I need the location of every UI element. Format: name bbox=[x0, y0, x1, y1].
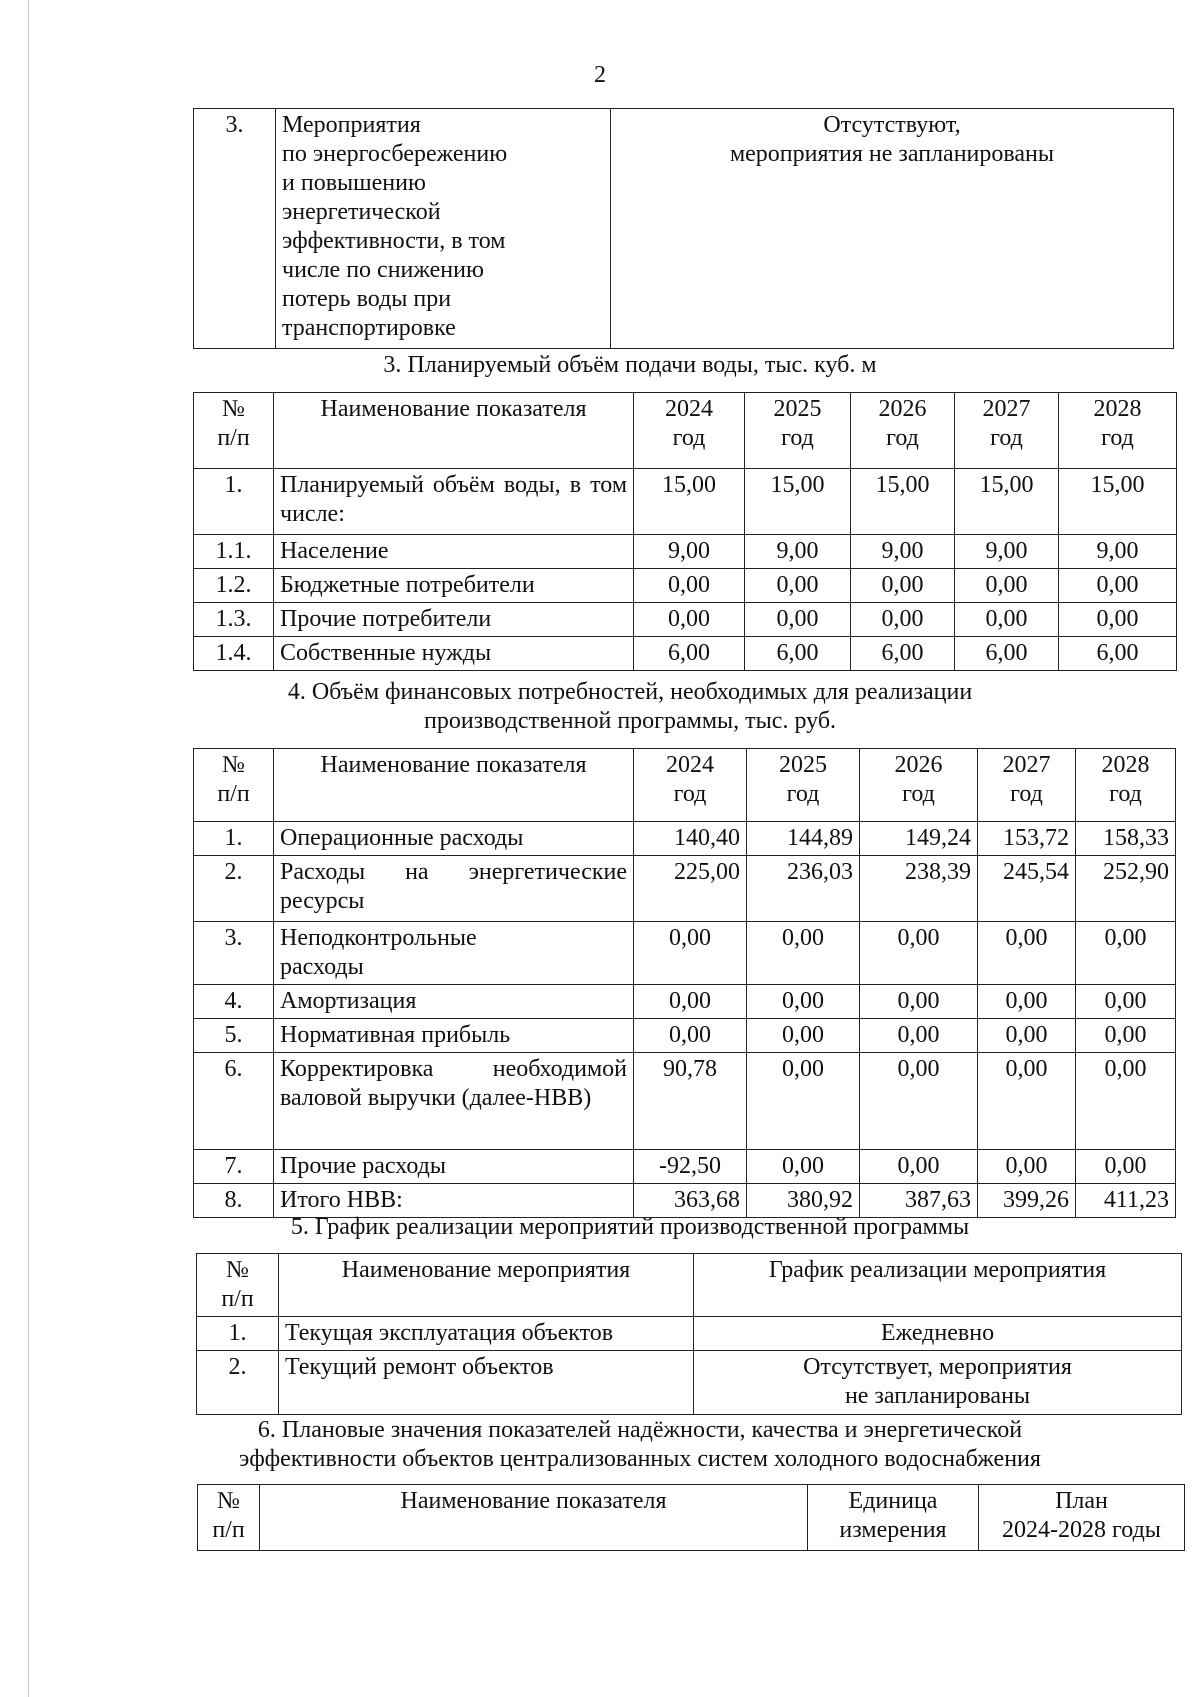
value-cell: 0,00 bbox=[634, 603, 745, 637]
value-cell: 9,00 bbox=[1059, 535, 1177, 569]
indicator-name: Неподконтрольные расходы bbox=[274, 922, 634, 985]
value-cell: 6,00 bbox=[634, 637, 745, 671]
header-year bbox=[851, 393, 955, 469]
schedule-cell bbox=[694, 1351, 1182, 1415]
value-cell: 0,00 bbox=[860, 985, 978, 1019]
activity-name-line: Мероприятия bbox=[282, 112, 421, 138]
value-cell: 252,90 bbox=[1076, 856, 1176, 922]
value-cell: 15,00 bbox=[634, 469, 745, 535]
value-cell: 0,00 bbox=[860, 1019, 978, 1053]
row-number: 1.3. bbox=[194, 603, 274, 637]
section6-title-line: эффективности объектов централизованных систем холодного водоснабжения bbox=[239, 1446, 1041, 1472]
value-cell: 387,63 bbox=[860, 1184, 978, 1218]
table-row bbox=[194, 637, 1177, 671]
value-cell: 140,40 bbox=[634, 822, 747, 856]
value-cell: 6,00 bbox=[955, 637, 1059, 671]
header-year-line: год bbox=[673, 781, 707, 807]
value-cell: 0,00 bbox=[1059, 569, 1177, 603]
activity-name-line: по энергосбережению bbox=[282, 141, 508, 167]
row-number: 1. bbox=[197, 1317, 279, 1351]
indicator-name: Операционные расходы bbox=[274, 822, 634, 856]
header-year bbox=[634, 749, 747, 822]
indicator-name: Бюджетные потребители bbox=[274, 569, 634, 603]
row-number: 5. bbox=[194, 1019, 274, 1053]
activity-name-line: числе по снижению bbox=[282, 257, 484, 283]
row-number: 6. bbox=[194, 1053, 274, 1150]
table-row bbox=[194, 603, 1177, 637]
indicator-name: Планируемый объём воды, в том числе: bbox=[274, 469, 634, 535]
header-year-line: год bbox=[1010, 781, 1043, 807]
row-number: 3. bbox=[194, 922, 274, 985]
header-year bbox=[634, 393, 745, 469]
table-header-row bbox=[197, 1254, 1182, 1317]
activity-status bbox=[611, 109, 1174, 349]
indicators-plan-table bbox=[197, 1484, 1185, 1551]
table-row bbox=[194, 469, 1177, 535]
header-name: Наименование показателя bbox=[260, 1485, 808, 1551]
page-number: 2 bbox=[594, 62, 606, 88]
header-year-line: год bbox=[1101, 425, 1134, 451]
table-row bbox=[194, 1019, 1176, 1053]
activity-name-line: транспортировке bbox=[282, 315, 456, 341]
value-cell: 0,00 bbox=[745, 603, 851, 637]
value-cell: 0,00 bbox=[1076, 922, 1176, 985]
value-cell: 0,00 bbox=[747, 985, 860, 1019]
schedule-line: Ежедневно bbox=[880, 1320, 995, 1346]
header-num bbox=[194, 393, 274, 469]
row-number: 3. bbox=[194, 109, 276, 349]
header-plan-line: 2024-2028 годы bbox=[1002, 1517, 1161, 1543]
indicator-name: Нормативная прибыль bbox=[274, 1019, 634, 1053]
value-cell: 15,00 bbox=[851, 469, 955, 535]
header-year-line: 2028 bbox=[1101, 752, 1150, 778]
value-cell: 0,00 bbox=[978, 985, 1076, 1019]
value-cell: 245,54 bbox=[978, 856, 1076, 922]
page-margin-line bbox=[28, 0, 29, 1697]
activity-status-line: мероприятия не запланированы bbox=[729, 141, 1055, 167]
row-number: 7. bbox=[194, 1150, 274, 1184]
value-cell: 0,00 bbox=[978, 1053, 1076, 1150]
table-row bbox=[194, 822, 1176, 856]
header-year-line: год bbox=[781, 425, 814, 451]
header-year-line: 2026 bbox=[894, 752, 943, 778]
value-cell: 90,78 bbox=[634, 1053, 747, 1150]
table-row bbox=[194, 1150, 1176, 1184]
row-number: 1.1. bbox=[194, 535, 274, 569]
value-cell: 9,00 bbox=[745, 535, 851, 569]
header-num-line: № bbox=[226, 1257, 249, 1283]
header-year-line: 2028 bbox=[1093, 396, 1142, 422]
row-number: 8. bbox=[194, 1184, 274, 1218]
header-year-line: 2024 bbox=[666, 752, 714, 778]
row-number: 2. bbox=[197, 1351, 279, 1415]
value-cell: 149,24 bbox=[860, 822, 978, 856]
indicator-name: Население bbox=[274, 535, 634, 569]
header-num-line: п/п bbox=[217, 425, 250, 451]
table-row bbox=[197, 1317, 1182, 1351]
activity-name: Текущая эксплуатация объектов bbox=[279, 1317, 694, 1351]
activity-name-line: энергетической bbox=[282, 199, 441, 225]
value-cell: 225,00 bbox=[634, 856, 747, 922]
table-row bbox=[194, 1053, 1176, 1150]
value-cell: 0,00 bbox=[1059, 603, 1177, 637]
section5-title: 5. График реализации мероприятий производственной программы bbox=[290, 1214, 970, 1240]
value-cell: -92,50 bbox=[634, 1150, 747, 1184]
indicator-name: Корректировка необходимой валовой выручки (далее-НВВ) bbox=[274, 1053, 634, 1150]
indicator-name: Прочие потребители bbox=[274, 603, 634, 637]
value-cell: 144,89 bbox=[747, 822, 860, 856]
schedule-line: Отсутствует, мероприятия bbox=[803, 1354, 1072, 1380]
row-number: 1. bbox=[194, 469, 274, 535]
value-cell: 0,00 bbox=[747, 1053, 860, 1150]
value-cell: 0,00 bbox=[851, 603, 955, 637]
table-header-row bbox=[194, 749, 1176, 822]
header-unit-line: Единица bbox=[848, 1488, 938, 1514]
indicator-name: Амортизация bbox=[274, 985, 634, 1019]
value-cell: 158,33 bbox=[1076, 822, 1176, 856]
value-cell: 6,00 bbox=[851, 637, 955, 671]
value-cell: 0,00 bbox=[955, 603, 1059, 637]
header-year bbox=[747, 749, 860, 822]
row-number: 1.4. bbox=[194, 637, 274, 671]
header-num-line: п/п bbox=[217, 781, 250, 807]
value-cell: 236,03 bbox=[747, 856, 860, 922]
activity-name bbox=[276, 109, 611, 349]
activity-name: Текущий ремонт объектов bbox=[279, 1351, 694, 1415]
value-cell: 0,00 bbox=[860, 1150, 978, 1184]
table-row bbox=[194, 535, 1177, 569]
value-cell: 411,23 bbox=[1076, 1184, 1176, 1218]
section6-title bbox=[160, 1416, 1120, 1474]
value-cell: 380,92 bbox=[747, 1184, 860, 1218]
header-year bbox=[1059, 393, 1177, 469]
header-name: Наименование показателя bbox=[274, 749, 634, 822]
row-number: 4. bbox=[194, 985, 274, 1019]
section3-title: 3. Планируемый объём подачи воды, тыс. куб. м bbox=[383, 352, 877, 378]
financial-needs-table bbox=[193, 748, 1176, 1218]
value-cell: 0,00 bbox=[634, 985, 747, 1019]
value-cell: 15,00 bbox=[745, 469, 851, 535]
section4-title-line: производственной программы, тыс. руб. bbox=[423, 708, 837, 734]
header-num-line: № bbox=[217, 1488, 240, 1514]
section6-title-line: 6. Плановые значения показателей надёжности, качества и энергетической bbox=[257, 1417, 1023, 1443]
table-row bbox=[194, 856, 1176, 922]
activity-name-line: потерь воды при bbox=[282, 286, 452, 312]
header-year-line: 2024 bbox=[665, 396, 713, 422]
header-num bbox=[197, 1254, 279, 1317]
header-num-line: № bbox=[222, 396, 245, 422]
value-cell: 0,00 bbox=[745, 569, 851, 603]
schedule-table bbox=[196, 1253, 1182, 1415]
value-cell: 0,00 bbox=[860, 1053, 978, 1150]
section4-title bbox=[180, 678, 1080, 736]
value-cell: 9,00 bbox=[955, 535, 1059, 569]
activities-table bbox=[193, 108, 1174, 349]
header-year-line: год bbox=[786, 781, 820, 807]
header-year-line: год bbox=[990, 425, 1023, 451]
header-year-line: год bbox=[672, 425, 706, 451]
value-cell: 0,00 bbox=[978, 922, 1076, 985]
value-cell: 6,00 bbox=[1059, 637, 1177, 671]
activity-status-line: Отсутствуют, bbox=[823, 112, 961, 138]
row-number: 1.2. bbox=[194, 569, 274, 603]
indicator-name: Итого НВВ: bbox=[274, 1184, 634, 1218]
header-year bbox=[860, 749, 978, 822]
value-cell: 0,00 bbox=[1076, 1019, 1176, 1053]
header-year-line: год bbox=[1109, 781, 1142, 807]
header-year-line: год bbox=[902, 781, 935, 807]
value-cell: 0,00 bbox=[747, 1019, 860, 1053]
value-cell: 0,00 bbox=[1076, 1150, 1176, 1184]
header-plan-line: План bbox=[1055, 1488, 1108, 1514]
water-volume-table bbox=[193, 392, 1177, 671]
value-cell: 15,00 bbox=[1059, 469, 1177, 535]
header-num-line: п/п bbox=[212, 1517, 245, 1543]
value-cell: 0,00 bbox=[634, 1019, 747, 1053]
header-num-line: п/п bbox=[221, 1286, 254, 1312]
header-year-line: 2027 bbox=[1002, 752, 1051, 778]
section4-title-line: 4. Объём финансовых потребностей, необходимых для реализации bbox=[287, 679, 973, 705]
table-row bbox=[194, 922, 1176, 985]
header-unit bbox=[808, 1485, 979, 1551]
header-num bbox=[198, 1485, 260, 1551]
activity-name-line: эффективности, в том bbox=[282, 228, 506, 254]
indicator-name: Расходы на энергетические ресурсы bbox=[274, 856, 634, 922]
header-plan bbox=[979, 1485, 1185, 1551]
value-cell: 15,00 bbox=[955, 469, 1059, 535]
header-schedule: График реализации мероприятия bbox=[694, 1254, 1182, 1317]
value-cell: 0,00 bbox=[634, 569, 745, 603]
activity-name-line: и повышению bbox=[282, 170, 426, 196]
schedule-line: не запланированы bbox=[844, 1383, 1031, 1409]
value-cell: 9,00 bbox=[851, 535, 955, 569]
header-year-line: 2027 bbox=[982, 396, 1031, 422]
value-cell: 0,00 bbox=[1076, 985, 1176, 1019]
table-row bbox=[197, 1351, 1182, 1415]
header-unit-line: измерения bbox=[839, 1517, 947, 1543]
header-name: Наименование мероприятия bbox=[279, 1254, 694, 1317]
value-cell: 0,00 bbox=[634, 922, 747, 985]
row-number: 2. bbox=[194, 856, 274, 922]
value-cell: 0,00 bbox=[747, 922, 860, 985]
value-cell: 0,00 bbox=[860, 922, 978, 985]
value-cell: 6,00 bbox=[745, 637, 851, 671]
header-year-line: 2026 bbox=[878, 396, 927, 422]
value-cell: 0,00 bbox=[851, 569, 955, 603]
table-row bbox=[194, 109, 1174, 349]
value-cell: 0,00 bbox=[1076, 1053, 1176, 1150]
value-cell: 0,00 bbox=[747, 1150, 860, 1184]
header-year-line: 2025 bbox=[773, 396, 822, 422]
value-cell: 9,00 bbox=[634, 535, 745, 569]
header-year-line: год bbox=[886, 425, 919, 451]
value-cell: 153,72 bbox=[978, 822, 1076, 856]
header-num bbox=[194, 749, 274, 822]
value-cell: 0,00 bbox=[978, 1019, 1076, 1053]
value-cell: 0,00 bbox=[978, 1150, 1076, 1184]
row-number: 1. bbox=[194, 822, 274, 856]
value-cell: 238,39 bbox=[860, 856, 978, 922]
value-cell: 399,26 bbox=[978, 1184, 1076, 1218]
table-row bbox=[194, 985, 1176, 1019]
table-row bbox=[194, 569, 1177, 603]
table-header-row bbox=[198, 1485, 1185, 1551]
header-year bbox=[745, 393, 851, 469]
header-year bbox=[1076, 749, 1176, 822]
table-header-row bbox=[194, 393, 1177, 469]
schedule-cell bbox=[694, 1317, 1182, 1351]
header-name: Наименование показателя bbox=[274, 393, 634, 469]
header-year-line: 2025 bbox=[779, 752, 827, 778]
indicator-name: Собственные нужды bbox=[274, 637, 634, 671]
indicator-name: Прочие расходы bbox=[274, 1150, 634, 1184]
header-year bbox=[955, 393, 1059, 469]
header-num-line: № bbox=[222, 752, 245, 778]
header-year bbox=[978, 749, 1076, 822]
value-cell: 363,68 bbox=[634, 1184, 747, 1218]
value-cell: 0,00 bbox=[955, 569, 1059, 603]
